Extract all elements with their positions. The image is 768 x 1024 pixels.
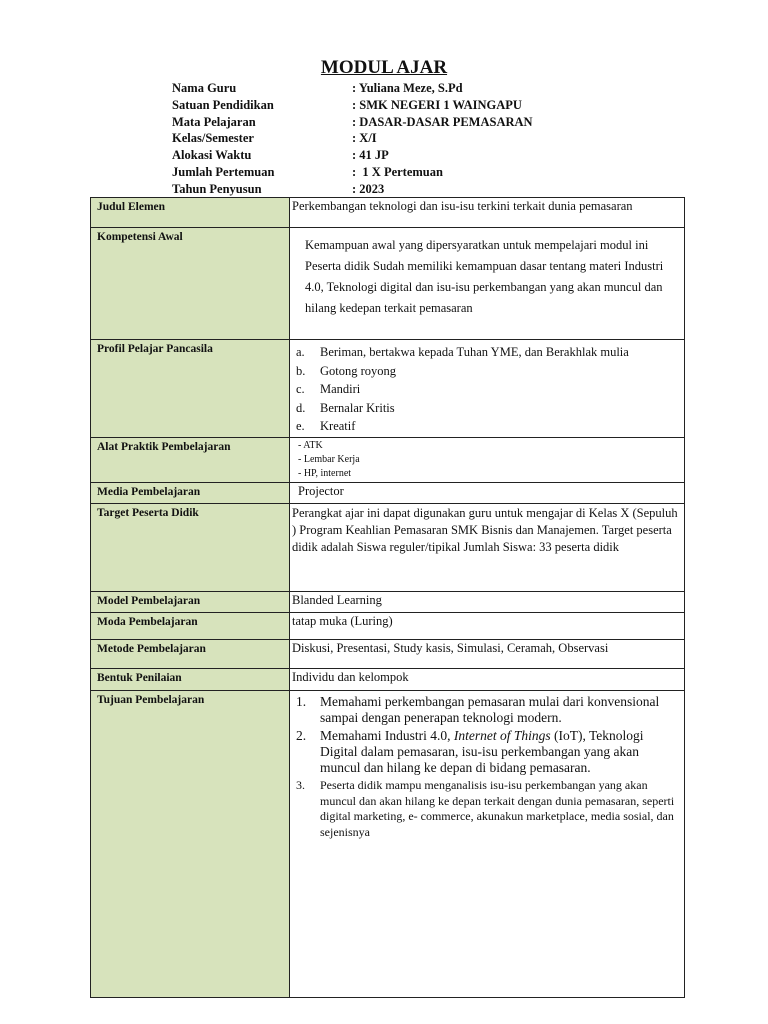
row-label: Judul Elemen <box>91 198 290 228</box>
table-row <box>91 592 685 613</box>
table-row <box>91 198 685 228</box>
row-label: Alat Praktik Pembelajaran <box>91 438 290 483</box>
list-item: 2. Memahami Industri 4.0, Internet of Things (IoT), Teknologi Digital dalam pemasaran, isu-isu perkembangan yang akan muncul dan hilang ke depan di bidang pemasaran. <box>296 728 644 775</box>
identity-row: Kelas/Semester : X/I <box>172 131 377 146</box>
judul-elemen-value: Perkembangan teknologi dan isu-isu terkini terkait dunia pemasaran <box>290 198 685 228</box>
kompetensi-awal-value: Kemampuan awal yang dipersyaratkan untuk mempelajari modul ini Peserta didik Sudah memiliki kemampuan dasar tentang materi Industri 4.0, Teknologi digital dan isu-isu perkembangan yang akan muncul dan hilang kedepan terkait pemasaran <box>305 238 664 315</box>
row-label: Profil Pelajar Pancasila <box>91 340 290 438</box>
identity-row: Tahun Penyusun : 2023 <box>172 181 385 196</box>
profil-list <box>292 343 682 436</box>
table-row <box>91 640 685 669</box>
table-row <box>91 340 685 438</box>
list-item: a. Beriman, bertakwa kepada Tuhan YME, dan Berakhlak mulia <box>296 345 629 359</box>
metode-value: Diskusi, Presentasi, Study kasis, Simulasi, Ceramah, Observasi <box>290 640 685 669</box>
row-label: Model Pembelajaran <box>91 592 290 613</box>
list-item: 3. Peserta didik mampu menganalisis isu-isu perkembangan yang akan muncul dan akan hilang ke depan terkait dengan dunia pemasaran, seperti digital marketing, e- commerce, akunakun marketplace, media sosial, dan sejenisnya <box>296 778 675 839</box>
row-label: Target Peserta Didik <box>91 504 290 592</box>
list-item: b. Gotong royong <box>296 363 397 378</box>
target-value: Perangkat ajar ini dapat digunakan guru untuk mengajar di Kelas X (Sepuluh ) Program Keahlian Pemasaran SMK Bisnis dan Manajemen. Target peserta didik adalah Siswa reguler/tipikal Jumlah Siswa: 33 peserta didik <box>290 504 685 592</box>
row-label: Media Pembelajaran <box>91 483 290 504</box>
row-label: Moda Pembelajaran <box>91 613 290 640</box>
identity-row: Alokasi Waktu : 41 JP <box>172 148 389 163</box>
row-label: Bentuk Penilaian <box>91 669 290 691</box>
list-item: e. Kreatif <box>296 419 356 433</box>
moda-value: tatap muka (Luring) <box>290 613 685 640</box>
table-row <box>91 228 685 340</box>
table-row <box>91 483 685 504</box>
list-item: c. Mandiri <box>296 382 361 396</box>
row-label: Tujuan Pembelajaran <box>91 691 290 998</box>
module-table <box>90 197 685 998</box>
tujuan-list <box>292 694 682 840</box>
table-row <box>91 691 685 998</box>
identity-row: Jumlah Pertemuan : 1 X Pertemuan <box>172 164 443 179</box>
row-label: Metode Pembelajaran <box>91 640 290 669</box>
identity-row: Nama Guru : Yuliana Meze, S.Pd <box>172 81 463 95</box>
table-row <box>91 438 685 483</box>
list-item: - Lembar Kerja <box>298 454 360 465</box>
list-item: d. Bernalar Kritis <box>296 400 395 415</box>
list-item: 1. Memahami perkembangan pemasaran mulai dari konvensional sampai dengan penerapan teknologi modern. <box>296 694 660 725</box>
table-row <box>91 669 685 691</box>
document-title: MODUL AJAR <box>320 57 448 78</box>
row-label: Kompetensi Awal <box>91 228 290 340</box>
table-row <box>91 613 685 640</box>
identity-block <box>172 80 692 198</box>
media-value: Projector <box>298 484 344 498</box>
list-item: - HP, internet <box>298 468 352 479</box>
list-item: - ATK <box>298 440 323 451</box>
bentuk-value: Individu dan kelompok <box>290 669 685 691</box>
model-value: Blanded Learning <box>290 592 685 613</box>
identity-row: Mata Pelajaran : DASAR-DASAR PEMASARAN <box>172 114 533 129</box>
table-row <box>91 504 685 592</box>
identity-row: Satuan Pendidikan : SMK NEGERI 1 WAINGAPU <box>172 97 522 112</box>
alat-list <box>292 439 682 481</box>
